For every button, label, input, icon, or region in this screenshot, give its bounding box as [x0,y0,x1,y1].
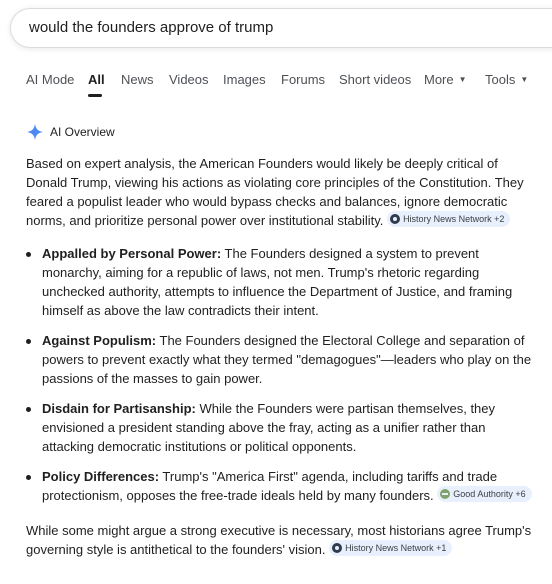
list-item [26,467,536,505]
tab-more[interactable] [424,72,467,87]
bullet-text: While the Founders were partisan themselves, they envisioned a president standing above the fray, acting as a unifier rather than attacking democratic institutions or political opponents. [42,401,496,454]
intro-paragraph [26,154,536,230]
bullet-dot [26,407,31,412]
bullet-title: Disdain for Partisanship: [42,401,196,416]
intro-text: Based on expert analysis, the American Founders would likely be deeply critical of Donald Trump, viewing his actions as violating core principles of the Constitution. They feared a populist leader who would bypass checks and balances, ignore democratic norms, and prioritize personal power over institutional stability. [26,156,524,228]
bullet-title: Against Populism: [42,333,157,348]
good-authority-icon [440,489,450,499]
history-news-network-icon [390,214,400,224]
sparkle-icon [26,123,44,141]
bullet-text: The Founders designed a system to prevent monarchy, aiming for a republic of laws, not men. Trump's rhetoric regarding unchecked authority, attempts to influence the Department of Justice, and framing himself as above the law contradicts their intent. [42,246,513,318]
tab-forums[interactable]: Forums [281,72,326,87]
search-input[interactable]: would the founders approve of trump [29,19,274,36]
history-news-network-icon [332,543,342,553]
bullet-dot [26,475,31,480]
ai-overview-body [26,154,536,573]
tab-images[interactable]: Images [223,72,266,87]
tab-videos[interactable]: Videos [169,72,209,87]
bullet-text: The Founders designed the Electoral College and separation of powers to prevent exactly what they termed "demagogues"—leaders who play on the passions of the masses to gain power. [42,333,532,386]
bullet-title: Policy Differences: [42,469,160,484]
list-item [26,399,536,456]
source-chip-label: History News Network +2 [403,213,505,224]
active-tab-indicator [88,94,102,97]
source-chip[interactable] [329,540,452,556]
source-chip[interactable] [437,486,531,502]
tab-tools-label: Tools [485,72,516,87]
caret-down-icon: ▼ [458,75,467,84]
bullet-title: Appalled by Personal Power: [42,246,222,261]
list-item [26,331,536,388]
closing-text: While some might argue a strong executive is necessary, most historians agree Trump's governing style is antithetical to the founders' vision. [26,523,532,557]
ai-overview-title: AI Overview [50,125,115,139]
bullet-text: Trump's "America First" agenda, including tariffs and trade protectionism, opposes the free-trade ideals held by many founders. [42,469,498,503]
tab-short-videos[interactable]: Short videos [339,72,412,87]
closing-paragraph [26,521,536,559]
tab-all[interactable]: All [88,72,105,87]
caret-down-icon: ▼ [520,75,529,84]
bullet-dot [26,339,31,344]
list-item [26,244,536,320]
tab-news[interactable]: News [121,72,154,87]
source-chip[interactable] [387,211,510,227]
tab-ai-mode[interactable]: AI Mode [26,72,75,87]
search-box[interactable] [10,8,552,48]
tab-tools[interactable] [485,72,528,87]
source-chip-label: Good Authority +6 [453,488,526,499]
bullet-list [26,244,536,505]
tab-more-label: More [424,72,454,87]
bullet-dot [26,252,31,257]
source-chip-label: History News Network +1 [345,542,447,553]
